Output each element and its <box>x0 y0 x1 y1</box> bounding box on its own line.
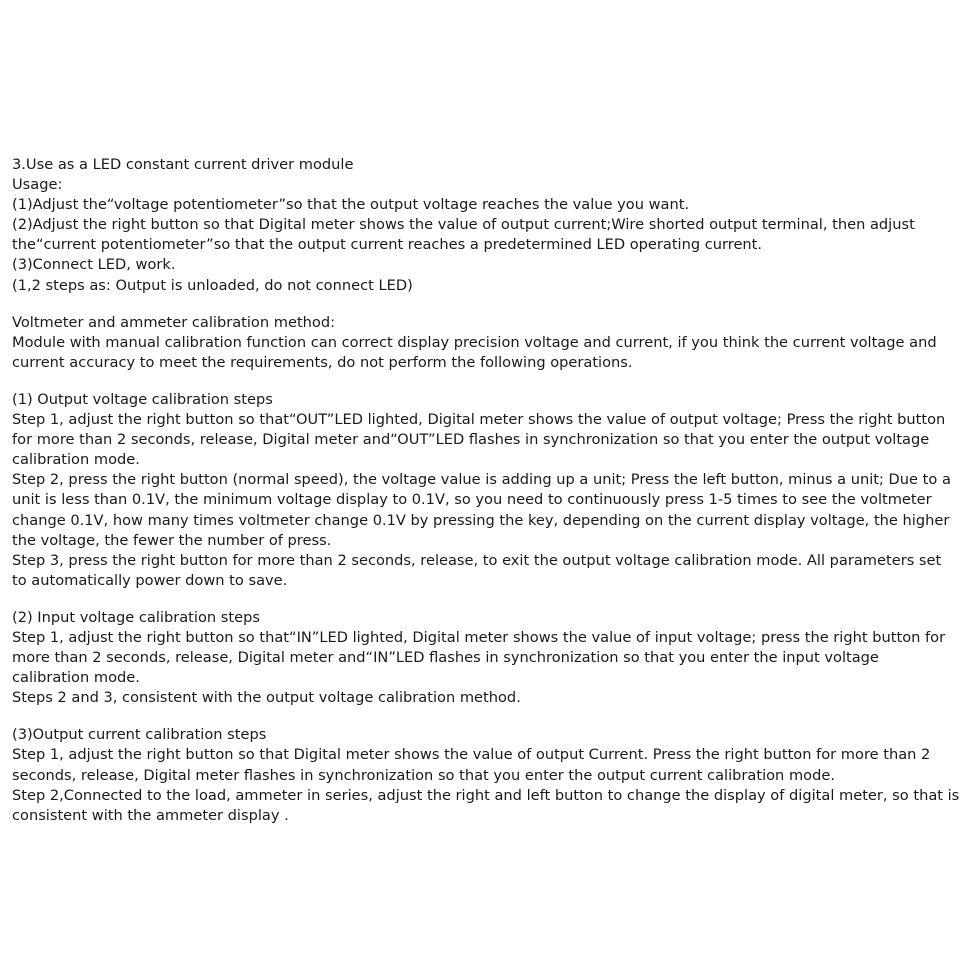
output-current-calibration-section <box>12 725 960 825</box>
output-voltage-step-2: Step 2, press the right button (normal speed), the voltage value is adding up a unit; Press the left button, minus a unit; Due to a unit is less than 0.1V, the minimum voltage display to 0.1V, so you need to continuously press 1-5 times to see the voltmeter change 0.1V, how many times voltmeter change 0.1V by pressing the key, depending on the current display voltage, the higher the voltage, the fewer the number of press. <box>12 471 951 549</box>
input-voltage-steps-2-3: Steps 2 and 3, consistent with the output voltage calibration method. <box>12 689 521 707</box>
input-voltage-step-1: Step 1, adjust the right button so that“IN”LED lighted, Digital meter shows the value of input voltage; press the right button for more than 2 seconds, release, Digital meter and“IN”LED flashes in synchronization so that you enter the input voltage calibration mode. <box>12 628 946 687</box>
usage-note: (1,2 steps as: Output is unloaded, do not connect LED) <box>12 276 413 294</box>
output-voltage-calibration-section <box>12 390 960 591</box>
output-current-heading: (3)Output current calibration steps <box>12 726 267 744</box>
input-voltage-heading: (2) Input voltage calibration steps <box>12 608 260 626</box>
calibration-intro-section <box>12 313 960 373</box>
calibration-intro: Module with manual calibration function can correct display precision voltage and current, if you think the current voltage and current accuracy to meet the requirements, do not perform the following operations. <box>12 333 937 371</box>
output-current-step-1: Step 1, adjust the right button so that Digital meter shows the value of output Current. Press the right button for more than 2 seconds, release, Digital meter flashes in synchronization so that you enter the output current calibration mode. <box>12 746 931 784</box>
input-voltage-calibration-section <box>12 608 960 708</box>
usage-heading: Usage: <box>12 176 63 194</box>
usage-section <box>12 175 960 296</box>
usage-step-2: (2)Adjust the right button so that Digital meter shows the value of output current;Wire shorted output terminal, then adjust the“current potentiometer”so that the output current reaches a predetermined LED operating current. <box>12 216 915 254</box>
usage-step-3: (3)Connect LED, work. <box>12 256 176 274</box>
output-voltage-step-3: Step 3, press the right button for more than 2 seconds, release, to exit the output voltage calibration mode. All parameters set to automatically power down to save. <box>12 551 942 589</box>
output-current-step-2: Step 2,Connected to the load, ammeter in series, adjust the right and left button to change the display of digital meter, so that is consistent with the ammeter display . <box>12 786 960 824</box>
document-body <box>12 155 960 843</box>
calibration-heading: Voltmeter and ammeter calibration method: <box>12 313 336 331</box>
output-voltage-heading: (1) Output voltage calibration steps <box>12 390 273 408</box>
usage-step-1: (1)Adjust the“voltage potentiometer”so that the output voltage reaches the value you want. <box>12 196 690 214</box>
document-title: 3.Use as a LED constant current driver module <box>12 156 354 173</box>
output-voltage-step-1: Step 1, adjust the right button so that“OUT”LED lighted, Digital meter shows the value of output voltage; Press the right button for more than 2 seconds, release, Digital meter and“OUT”LED flashes in synchronization so that you enter the output voltage calibration mode. <box>12 411 946 469</box>
